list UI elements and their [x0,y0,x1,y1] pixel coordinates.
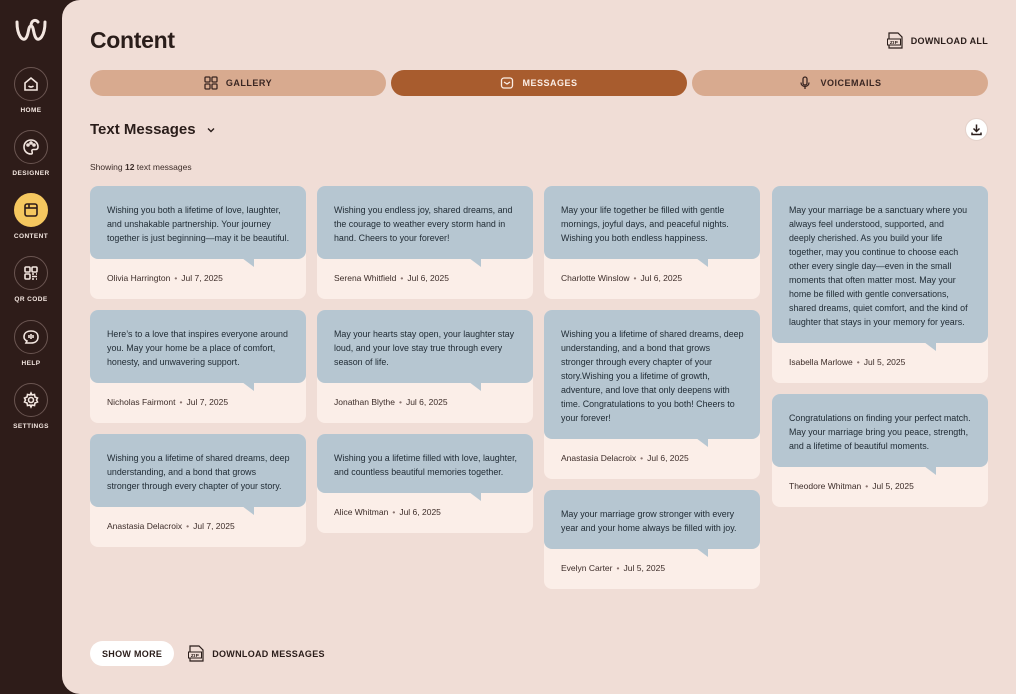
message-date: Jul 5, 2025 [623,563,666,573]
sidebar-item-home[interactable] [0,67,62,114]
message-author: Theodore Whitman [789,481,862,491]
showing-prefix: Showing [90,162,125,172]
message-card[interactable] [772,186,988,383]
message-card[interactable] [544,186,760,299]
message-card[interactable] [90,186,306,299]
separator-dot: • [398,397,402,407]
sidebar-item-label: HOME [20,107,42,114]
message-date: Jul 6, 2025 [407,273,449,283]
separator-dot: • [400,273,404,283]
download-button[interactable] [965,118,988,141]
sidebar-item-designer[interactable] [0,130,62,177]
showing-count: 12 [124,162,135,172]
gallery-icon [204,76,218,90]
message-meta [90,259,306,299]
tab-label: GALLERY [225,78,273,88]
zip-file-icon [188,645,204,662]
help-chat-icon [14,320,48,354]
home-icon [14,67,48,101]
message-author: Jonathan Blythe [334,397,395,407]
message-text: Wishing you a lifetime of shared dreams, deep understanding, and a bond that grows stronger through every chapter of your story.Wishing you a lifetime of growth, adventure, and love that only deepens with time. Congratulations to you both! Cheers to your forever! [544,310,760,439]
chevron-down-icon [206,125,216,135]
message-meta [772,343,988,383]
message-author: Anastasia Delacroix [107,521,183,531]
tab-messages[interactable] [391,70,687,96]
message-text: May your marriage grow stronger with every year and your home always be filled with joy. [544,490,760,549]
message-author: Anastasia Delacroix [561,453,637,463]
message-meta [90,383,306,423]
sidebar-item-label: DESIGNER [12,170,50,177]
message-card[interactable] [317,186,533,299]
qr-code-icon [14,256,48,290]
folder-icon [14,193,48,227]
message-date: Jul 6, 2025 [640,273,683,283]
svg-text:ZIP: ZIP [889,40,898,46]
sidebar-item-label: SETTINGS [13,423,49,430]
message-meta [317,259,533,299]
message-text: May your life together be filled with gentle mornings, joyful days, and peaceful nights. Wishing you both endless happiness. [544,186,760,259]
messages-column [772,186,988,507]
tab-label: VOICEMAILS [820,78,882,88]
separator-dot: • [186,521,190,531]
message-type-dropdown[interactable] [90,121,216,138]
separator-dot: • [179,397,183,407]
message-meta [317,493,533,533]
palette-icon [14,130,48,164]
svg-text:ZIP: ZIP [191,653,200,659]
separator-dot: • [856,357,860,367]
download-all-button[interactable] [887,32,988,49]
message-meta [772,467,988,507]
messages-column [317,186,533,533]
show-more-button[interactable]: SHOW MORE [90,641,174,666]
separator-dot: • [174,273,178,283]
zip-file-icon [887,32,903,49]
message-date: Jul 6, 2025 [405,397,448,407]
message-text: Wishing you a lifetime of shared dreams, deep understanding, and a bond that grows stronger through every chapter of your story. [90,434,306,507]
tab-label: MESSAGES [522,78,578,88]
message-author: Nicholas Fairmont [107,397,176,407]
message-author: Olivia Harrington [107,273,171,283]
page-title: Content [90,27,175,53]
sidebar [0,0,62,694]
download-messages-label: DOWNLOAD MESSAGES [212,648,325,659]
message-card[interactable] [544,490,760,589]
download-icon [970,123,983,136]
footer-actions [90,641,325,666]
message-date: Jul 7, 2025 [186,397,229,407]
message-card[interactable] [90,310,306,423]
separator-dot: • [616,563,620,573]
tab-voicemails[interactable] [692,70,988,96]
section-title: Text Messages [90,121,196,138]
messages-column [90,186,306,547]
results-count [90,162,192,172]
logo-icon[interactable] [14,16,48,46]
messages-column [544,186,760,589]
message-author: Charlotte Winslow [561,273,630,283]
sidebar-item-content[interactable] [0,193,62,240]
sidebar-item-settings[interactable] [0,383,62,430]
message-icon [500,76,514,90]
sidebar-item-help[interactable] [0,320,62,367]
message-text: May your marriage be a sanctuary where you always feel understood, supported, and deeply cherished. As you build your life together, may you continue to choose each other every single day—even in the small moments that often matter most. May your home be filled with gentle conversations, shared dreams, quiet comfort, and the kind of laughter that stays in your memory for years. [772,186,988,343]
sidebar-item-label: QR CODE [14,296,48,303]
gear-icon [14,383,48,417]
message-card[interactable] [772,394,988,507]
message-author: Serena Whitfield [334,273,397,283]
microphone-icon [798,76,812,90]
message-date: Jul 5, 2025 [863,357,906,367]
showing-suffix: text messages [134,162,192,172]
message-date: Jul 6, 2025 [647,453,689,463]
tab-gallery[interactable] [90,70,386,96]
sidebar-item-label: CONTENT [13,233,49,240]
download-all-label: DOWNLOAD ALL [910,35,988,46]
message-meta [90,507,306,547]
message-card[interactable] [544,310,760,479]
message-meta [544,549,760,589]
separator-dot: • [640,453,644,463]
sidebar-item-qr-code[interactable] [0,256,62,303]
message-text: Here’s to a love that inspires everyone around you. May your home be a place of comfort, honesty, and unwavering support. [90,310,306,383]
message-card[interactable] [317,434,533,533]
message-text: Wishing you endless joy, shared dreams, and the courage to weather every storm hand in hand. Cheers to your forever! [317,186,533,259]
separator-dot: • [633,273,637,283]
message-text: Congratulations on finding your perfect match. May your marriage bring you peace, strength, and a lifetime of beautiful moments. [772,394,988,467]
message-author: Evelyn Carter [561,563,613,573]
separator-dot: • [865,481,869,491]
message-date: Jul 5, 2025 [872,481,914,491]
message-card[interactable] [317,310,533,423]
message-card[interactable] [90,434,306,547]
tab-bar [90,70,988,96]
message-author: Alice Whitman [334,507,389,517]
message-text: Wishing you both a lifetime of love, laughter, and unshakable partnership. Your journey together is just beginning—may it be beautiful. [90,186,306,259]
download-messages-button[interactable] [188,645,325,662]
main-panel [62,0,1016,694]
message-text: May your hearts stay open, your laughter stay loud, and your love stay true through every season of life. [317,310,533,383]
message-date: Jul 7, 2025 [181,273,223,283]
sidebar-item-label: HELP [21,360,41,367]
message-date: Jul 6, 2025 [399,507,441,517]
separator-dot: • [392,507,396,517]
message-author: Isabella Marlowe [789,357,853,367]
message-meta [544,259,760,299]
message-meta [317,383,533,423]
message-meta [544,439,760,479]
message-text: Wishing you a lifetime filled with love, laughter, and countless beautiful memories together. [317,434,533,493]
message-date: Jul 7, 2025 [193,521,235,531]
